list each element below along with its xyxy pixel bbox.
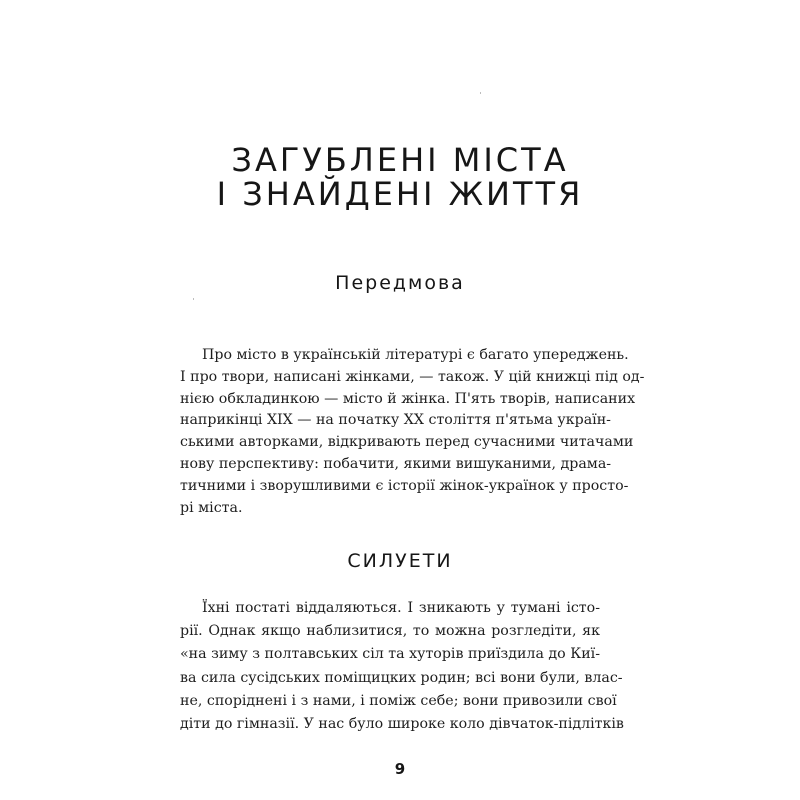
text-line: нову перспективу: побачити, якими вишуканими, драма- [180, 456, 612, 472]
text-line: ськими авторками, відкривають перед сучасними читачами [180, 434, 634, 451]
chapter-title-line-2: І ЗНАЙДЕНІ ЖИТТЯ [216, 175, 584, 213]
text-line: нією обкладинкою — місто й жінка. П'ять творів, написаних [180, 390, 636, 407]
text-line: «на зиму з полтавських сіл та хуторів приїздила до Киї- [180, 646, 600, 663]
silhouettes-heading: СИЛУЕТИ [347, 550, 453, 572]
text-line: І про твори, написані жінками, — також. У цій книжці під од- [180, 368, 645, 385]
text-line: не, споріднені і з нами, і поміж себе; вони привозили свої [180, 692, 617, 709]
text-line: Про місто в українській літературі є багато упереджень. [202, 347, 629, 363]
preface-heading: Передмова [335, 272, 465, 294]
paper-speck [480, 92, 481, 94]
text-line: діти до гімназії. У нас було широке коло дівчаток-підлітків [180, 716, 624, 732]
text-line: тичними і зворушливими є історії жінок-українок у просто- [180, 477, 629, 494]
chapter-title-line-1: ЗАГУБЛЕНІ МІСТА [231, 141, 569, 179]
text-line: наприкінці XIX — на початку XX століття п'ятьма україн- [180, 412, 611, 429]
paper-speck [193, 298, 194, 300]
text-line: ва сила сусідських поміщицких родин; всі вони були, влас- [180, 669, 623, 686]
text-line: рії. Однак якщо наблизитися, то можна розгледіти, як [180, 623, 600, 640]
text-line: Їхні постаті віддаляються. І зникають у тумані істо- [202, 600, 600, 616]
text-line: рі міста. [180, 499, 243, 516]
page-number: 9 [394, 760, 406, 778]
